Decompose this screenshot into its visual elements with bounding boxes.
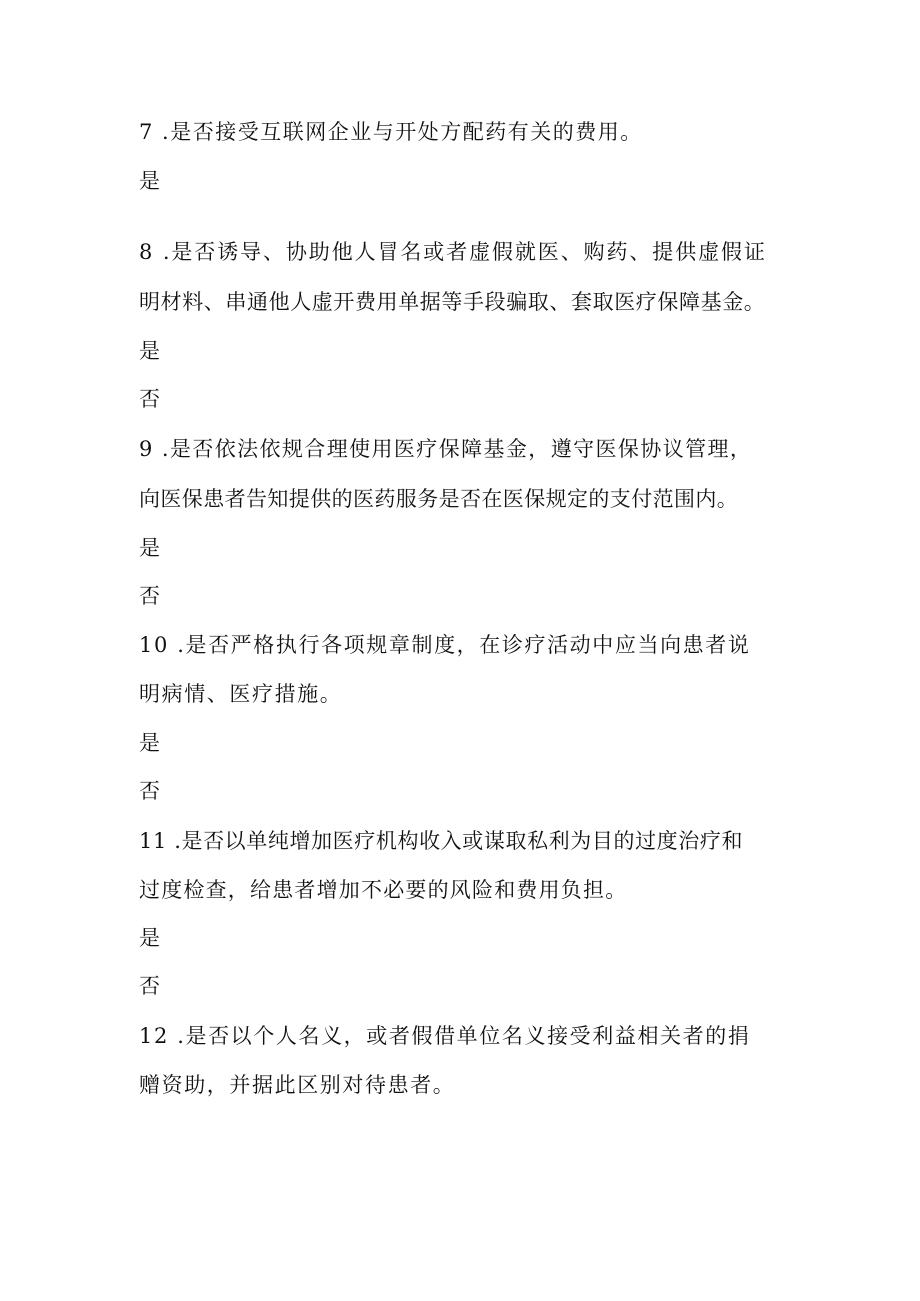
question-10-line-2: 明病情、医疗措施。 [139, 682, 343, 706]
question-8-option-no: 否 [139, 387, 160, 411]
question-7-line-1: 7 .是否接受互联网企业与开处方配药有关的费用。 [139, 120, 643, 144]
question-9-line-1: 9 .是否依法依规合理使用医疗保障基金，遵守医保协议管理， [139, 437, 753, 461]
question-11-option-yes: 是 [139, 926, 160, 950]
question-11-line-1: 11 .是否以单纯增加医疗机构收入或谋取私利为目的过度治疗和 [139, 829, 744, 853]
question-10-option-no: 否 [139, 779, 160, 803]
question-9-line-2: 向医保患者告知提供的医药服务是否在医保规定的支付范围内。 [139, 487, 739, 511]
question-7-option-yes: 是 [139, 169, 160, 193]
question-12-line-1: 12 .是否以个人名义，或者假借单位名义接受利益相关者的捐 [139, 1024, 751, 1048]
question-12-line-2: 赠资助，并据此区别对待患者。 [139, 1073, 456, 1097]
question-10-line-1: 10 .是否严格执行各项规章制度，在诊疗活动中应当向患者说 [139, 633, 751, 657]
question-11-option-no: 否 [139, 974, 160, 998]
question-9-option-no: 否 [139, 584, 160, 608]
question-8-line-2: 明材料、串通他人虚开费用单据等手段骗取、套取医疗保障基金。 [139, 290, 766, 314]
question-8-line-1: 8 .是否诱导、协助他人冒名或者虚假就医、购药、提供虚假证 [139, 240, 767, 264]
question-9-option-yes: 是 [139, 536, 160, 560]
question-10-option-yes: 是 [139, 731, 160, 755]
question-8-option-yes: 是 [139, 339, 160, 363]
question-11-line-2: 过度检查，给患者增加不必要的风险和费用负担。 [139, 878, 628, 902]
